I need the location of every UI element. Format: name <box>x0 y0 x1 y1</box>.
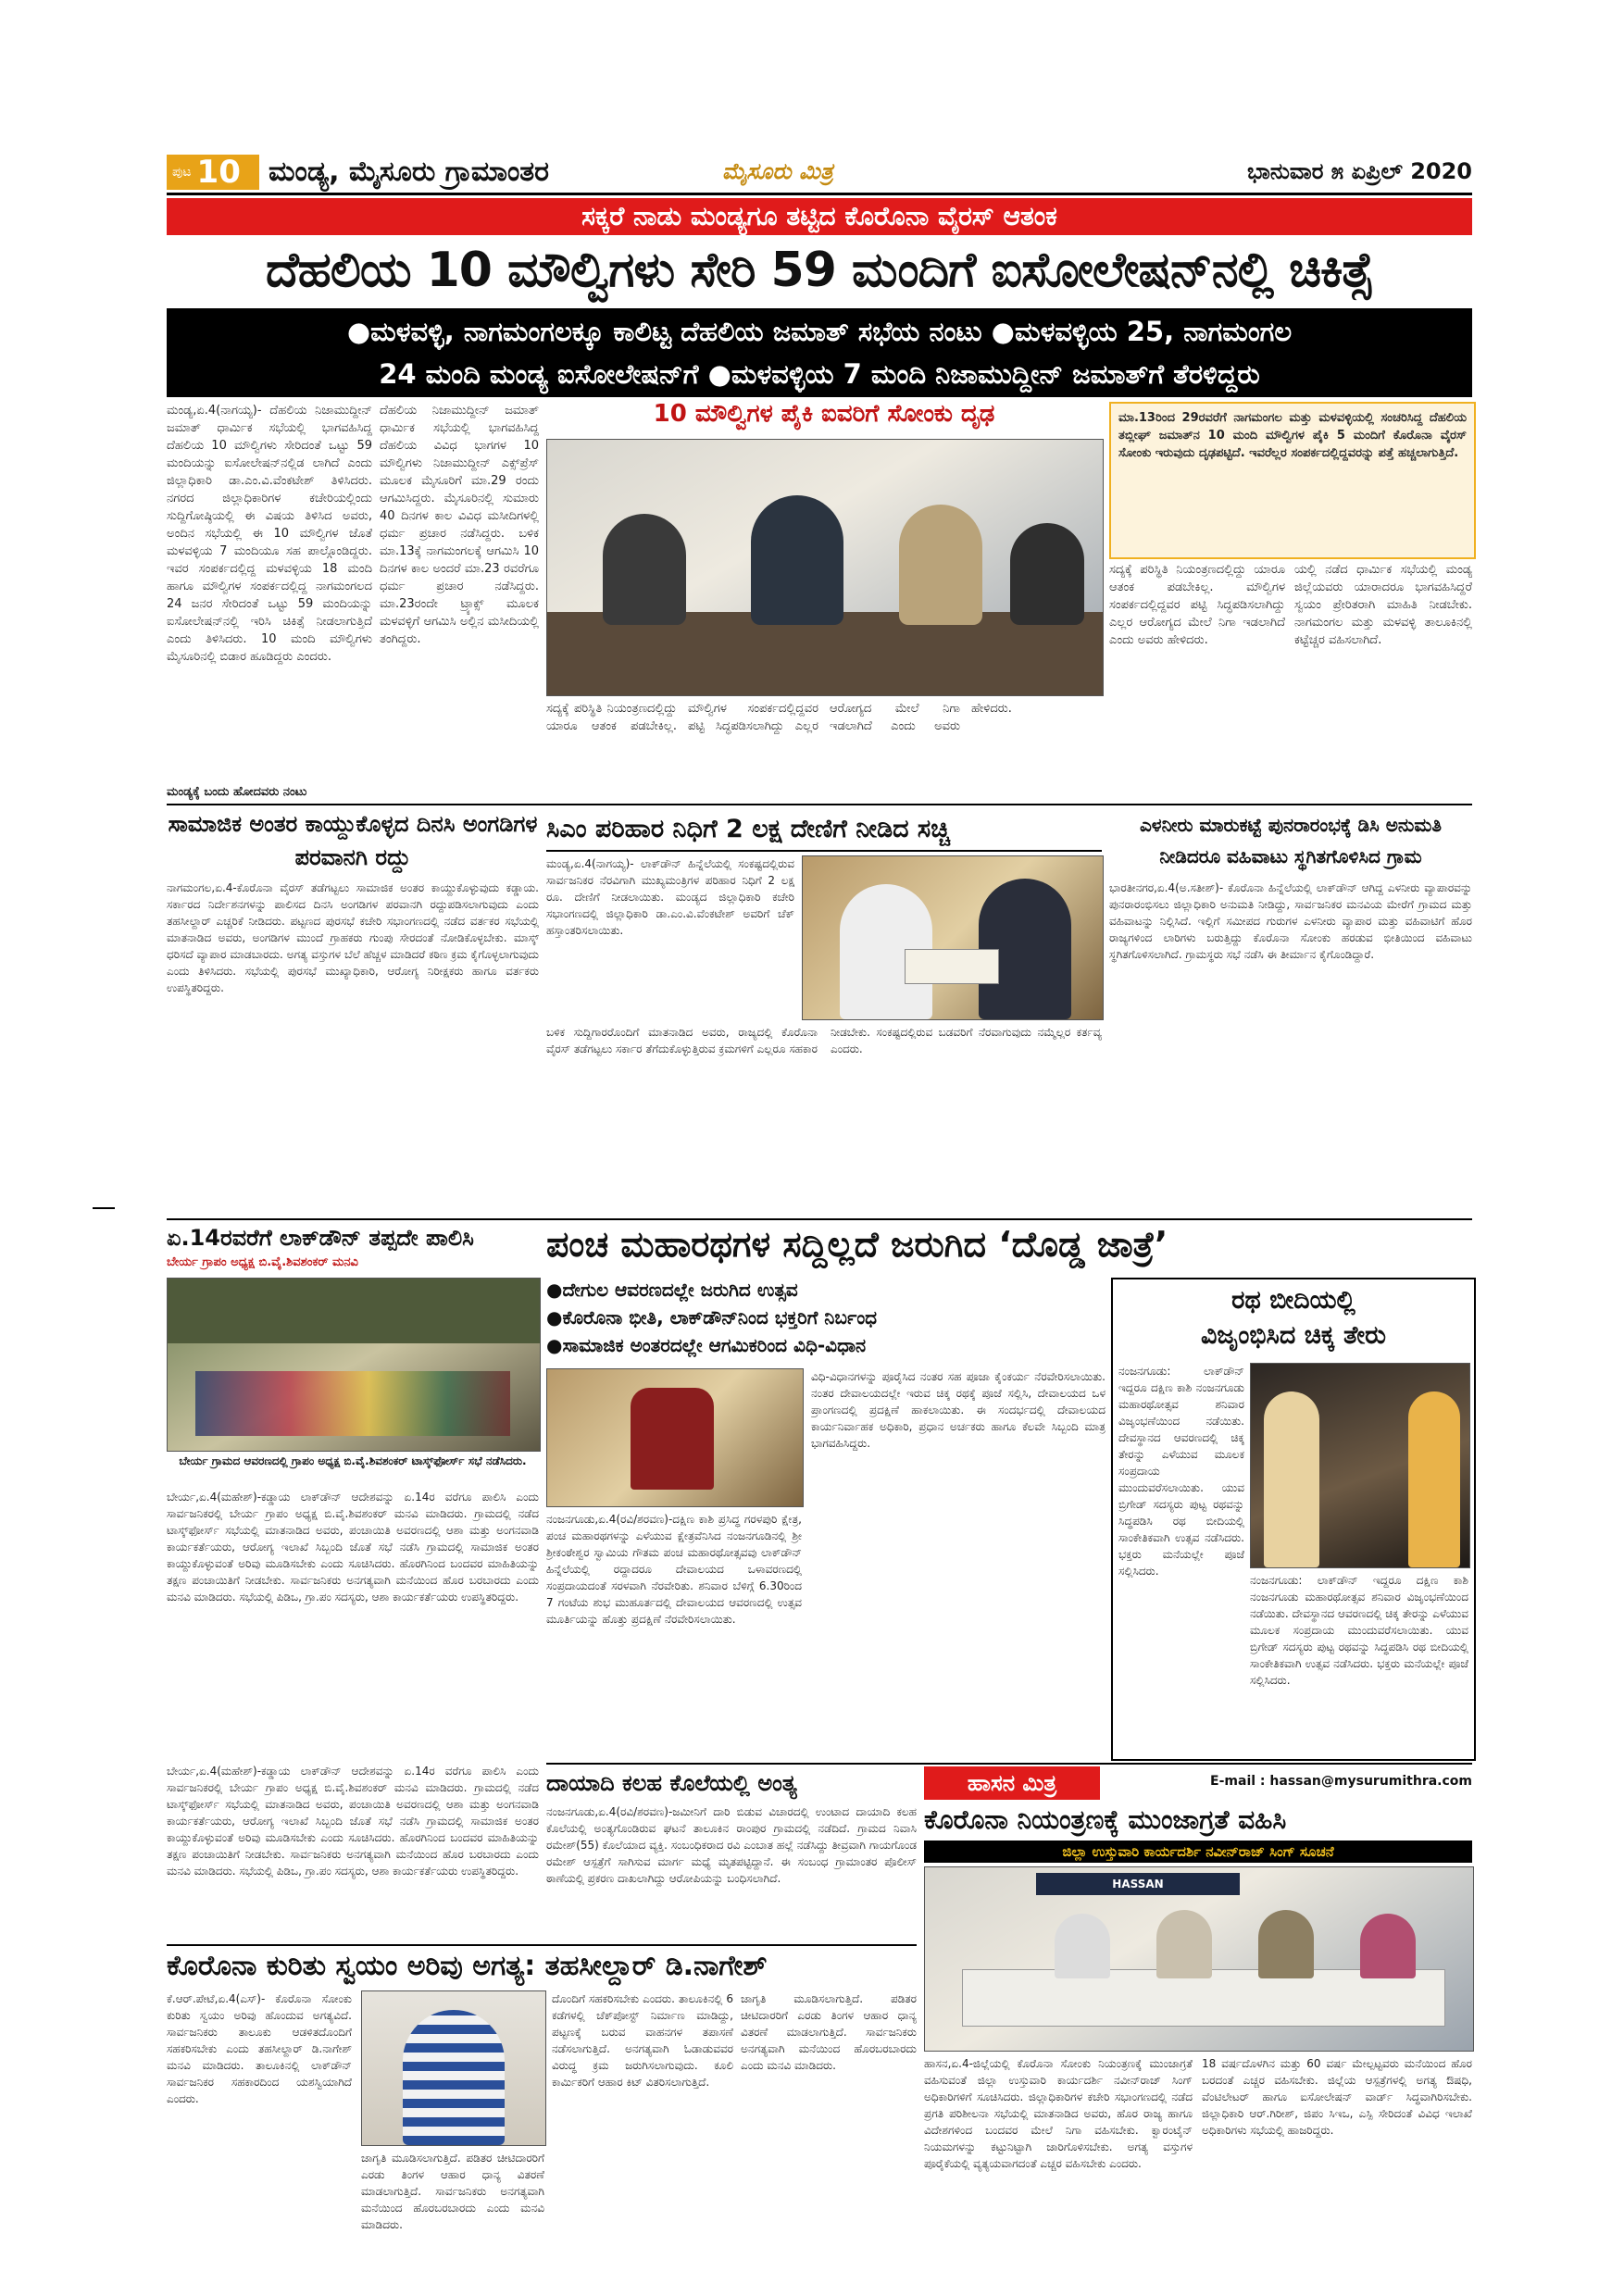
story3-body <box>546 855 794 994</box>
lead-col6-text: ಯಲ್ಲಿ ನಡೆದ ಧಾರ್ಮಿಕ ಸಭೆಯಲ್ಲಿ ಮಂಡ್ಯ ಜಿಲ್ಲೆಯವರು ಯಾರಾದರೂ ಭಾಗವಹಿಸಿದ್ದರೆ ಸ್ವಯಂ ಪ್ರೇರಿತರಾಗಿ ಮಾಹಿತಿ ನೀಡಬೇಕು. ನಾಗಮಂಗಲ ಮತ್ತು ಮಳವಳ್ಳಿ ತಾಲೂಕಿನಲ್ಲಿ ಕಟ್ಟೆಚ್ಚರ ವಹಿಸಲಾಗಿದೆ. <box>1294 563 1472 647</box>
story9-body2-text: ದೊಂದಿಗೆ ಸಹಕರಿಸಬೇಕು ಎಂದರು. ತಾಲೂಕಿನಲ್ಲಿ 6 ಕಡೆಗಳಲ್ಲಿ ಚೆಕ್‌ಪೋಸ್ಟ್ ನಿರ್ಮಾಣ ಮಾಡಿದ್ದು, ಪಟ್ಟಣಕ್ಕೆ ಬರುವ ವಾಹನಗಳ ತಪಾಸಣೆ ನಡೆಸಲಾಗುತ್ತಿದೆ. ಅನಗತ್ಯವಾಗಿ ಓಡಾಡುವವರ ವಿರುದ್ಧ ಕ್ರಮ ಜರುಗಿಸಲಾಗುವುದು. ಕೂಲಿ ಕಾರ್ಮಿಕರಿಗೆ ಆಹಾರ ಕಿಟ್ ವಿತರಿಸಲಾಗುತ್ತಿದೆ. <box>552 1992 733 2089</box>
story8-subhead: ಜಿಲ್ಲಾ ಉಸ್ತುವಾರಿ ಕಾರ್ಯದರ್ಶಿ ನವೀನ್‌ರಾಜ್ ಸಿಂಗ್ ಸೂಚನೆ <box>1062 1843 1334 1860</box>
story6-box-title: ರಥ ಬೀದಿಯಲ್ಲಿ <box>1231 1286 1355 1315</box>
story9-body-text: ಕೆ.ಆರ್.ಪೇಟೆ,ಏ.4(ಎಸ್)- ಕೊರೊನಾ ಸೋಂಕು ಕುರಿತು ಸ್ವಯಂ ಅರಿವು ಹೊಂದುವ ಅಗತ್ಯವಿದೆ. ಸಾರ್ವಜನಿಕರು ತಾಲೂಕು ಆಡಳಿತದೊಂದಿಗೆ ಸಹಕರಿಸಬೇಕು ಎಂದು ತಹಸೀಲ್ದಾರ್ ಡಿ.ನಾಗೇಶ್ ಮನವಿ ಮಾಡಿದರು. ತಾಲೂಕಿನಲ್ಲಿ ಲಾಕ್‌ಡೌನ್ ಸಾರ್ವಜನಿಕರ ಸಹಕಾರದಿಂದ ಯಶಸ್ವಿಯಾಗಿದೆ ಎಂದರು. <box>167 1992 352 2105</box>
page-number: 10 <box>196 154 241 191</box>
story6-body2-text: ವಿಧಿ-ವಿಧಾನಗಳನ್ನು ಪೂರೈಸಿದ ನಂತರ ಸಹ ಪೂಜಾ ಕೈಂಕರ್ಯ ನೆರವೇರಿಸಲಾಯಿತು. ನಂತರ ದೇವಾಲಯದಲ್ಲೇ ಇರುವ ಚಿಕ್ಕ ರಥಕ್ಕೆ ಪೂಜೆ ಸಲ್ಲಿಸಿ, ದೇವಾಲಯದ ಒಳ ಪ್ರಾಂಗಣದಲ್ಲಿ ಪ್ರದಕ್ಷಿಣೆ ಹಾಕಲಾಯಿತು. ಈ ಸಂದರ್ಭದಲ್ಲಿ ದೇವಾಲಯದ ಕಾರ್ಯನಿರ್ವಾಹಕ ಅಧಿಕಾರಿ, ಪ್ರಧಾನ ಅರ್ಚಕರು ಹಾಗೂ ಕೆಲವೇ ಸಿಬ್ಬಂದಿ ಮಾತ್ರ ಭಾಗವಹಿಸಿದ್ದರು. <box>811 1370 1106 1450</box>
story3-body-text: ಮಂಡ್ಯ,ಏ.4(ನಾಗಯ್ಯ)- ಲಾಕ್‌ಡೌನ್ ಹಿನ್ನೆಲೆಯಲ್ಲಿ ಸಂಕಷ್ಟದಲ್ಲಿರುವ ಸಾರ್ವಜನಿಕರ ನೆರವಿಗಾಗಿ ಮುಖ್ಯಮಂತ್ರಿಗಳ ಪರಿಹಾರ ನಿಧಿಗೆ 2 ಲಕ್ಷ ರೂ. ದೇಣಿಗೆ ನೀಡಲಾಯಿತು. ಮಂಡ್ಯದ ಜಿಲ್ಲಾಧಿಕಾರಿ ಕಚೇರಿ ಸಭಾಂಗಣದಲ್ಲಿ ಜಿಲ್ಲಾಧಿಕಾರಿ ಡಾ.ಎಂ.ವಿ.ವೆಂಕಟೇಶ್ ಅವರಿಗೆ ಚೆಕ್ ಹಸ್ತಾಂತರಿಸಲಾಯಿತು. <box>546 857 794 937</box>
section-title: ಮಂಡ್ಯ, ಮೈಸೂರು ಗ್ರಾಮಾಂತರ <box>269 156 550 188</box>
person-silhouette <box>751 495 843 625</box>
lead-column-1 <box>167 402 372 781</box>
person-silhouette <box>1258 1910 1314 1978</box>
story9-body2 <box>552 1990 733 2240</box>
page-tag: ಪುಟ <box>172 165 192 180</box>
person-silhouette <box>603 514 686 625</box>
margin-mark <box>93 1207 115 1209</box>
story6-box <box>1111 1278 1476 1761</box>
story3-photo <box>802 855 1104 1020</box>
story7-body-text: ನಂಜನಗೂಡು,ಏ.4(ರವಿ/ಶರವಣ)-ಜಮೀನಿಗೆ ದಾರಿ ಬಿಡುವ ವಿಚಾರದಲ್ಲಿ ಉಂಟಾದ ದಾಯಾದಿ ಕಲಹ ಕೊಲೆಯಲ್ಲಿ ಅಂತ್ಯಗೊಂಡಿರುವ ಘಟನೆ ತಾಲೂಕಿನ ರಾಂಪುರ ಗ್ರಾಮದಲ್ಲಿ ನಡೆದಿದೆ. ಗ್ರಾಮದ ನಿವಾಸಿ ರಮೇಶ್(55) ಕೊಲೆಯಾದ ವ್ಯಕ್ತಿ. ಸಂಬಂಧಿಕರಾದ ರವಿ ಎಂಬಾತ ಹಲ್ಲೆ ನಡೆಸಿದ್ದು ತೀವ್ರವಾಗಿ ಗಾಯಗೊಂಡ ರಮೇಶ್ ಆಸ್ಪತ್ರೆಗೆ ಸಾಗಿಸುವ ಮಾರ್ಗ ಮಧ್ಯೆ ಮೃತಪಟ್ಟಿದ್ದಾನೆ. ಈ ಸಂಬಂಧ ಗ್ರಾಮಾಂತರ ಪೊಲೀಸ್ ಠಾಣೆಯಲ್ಲಿ ಪ್ರಕರಣ ದಾಖಲಾಗಿದ್ದು ಆರೋಪಿಯನ್ನು ಬಂಧಿಸಲಾಗಿದೆ. <box>546 1805 917 1885</box>
story5-body-text: ಬೇರ್ಯ,ಏ.4(ಮಹೇಶ್)-ಕಡ್ಡಾಯ ಲಾಕ್‌ಡೌನ್ ಆದೇಶವನ್ನು ಏ.14ರ ವರೆಗೂ ಪಾಲಿಸಿ ಎಂದು ಸಾರ್ವಜನಿಕರಲ್ಲಿ ಬೇರ್ಯ ಗ್ರಾಪಂ ಅಧ್ಯಕ್ಷ ಬಿ.ವೈ.ಶಿವಶಂಕರ್ ಮನವಿ ಮಾಡಿದರು. ಗ್ರಾಮದಲ್ಲಿ ನಡೆದ ಟಾಸ್ಕ್‌ಫೋರ್ಸ್ ಸಭೆಯಲ್ಲಿ ಮಾತನಾಡಿದ ಅವರು, ಪಂಚಾಯಿತಿ ಅವರಣದಲ್ಲಿ ಆಶಾ ಮತ್ತು ಅಂಗನವಾಡಿ ಕಾರ್ಯಕರ್ತೆಯರು, ಆರೋಗ್ಯ ಇಲಾಖೆ ಸಿಬ್ಬಂದಿ ಜೊತೆ ಸಭೆ ನಡೆಸಿ ಗ್ರಾಮದಲ್ಲಿ ಸಾಮಾಜಿಕ ಅಂತರ ಕಾಯ್ದುಕೊಳ್ಳುವಂತೆ ಅರಿವು ಮೂಡಿಸಬೇಕು ಎಂದು ಸೂಚಿಸಿದರು. ಹೊರಗಿನಿಂದ ಬಂದವರ ಮಾಹಿತಿಯನ್ನು ತಕ್ಷಣ ಪಂಚಾಯಿತಿಗೆ ನೀಡಬೇಕು. ಸಾರ್ವಜನಿಕರು ಅನಗತ್ಯವಾಗಿ ಮನೆಯಿಂದ ಹೊರ ಬರಬಾರದು ಎಂದು ಮನವಿ ಮಾಡಿದರು. ಸಭೆಯಲ್ಲಿ ಪಿಡಿಒ, ಗ್ರಾ.ಪಂ ಸದಸ್ಯರು, ಆಶಾ ಕಾರ್ಯಕರ್ತೆಯರು ಉಪಸ್ಥಿತರಿದ್ದರು. <box>167 1765 539 1878</box>
story9-body3 <box>741 1990 917 2240</box>
lead-bullets-line1: ●ಮಳವಳ್ಳಿ, ನಾಗಮಂಗಲಕ್ಕೂ ಕಾಲಿಟ್ಟ ದೆಹಲಿಯ ಜಮಾತ್ ಸಭೆಯ ನಂಟು ●ಮಳವಳ್ಳಿಯ 25, ನಾಗಮಂಗಲ <box>346 316 1293 347</box>
story8-body-text: ಹಾಸನ,ಏ.4-ಜಿಲ್ಲೆಯಲ್ಲಿ ಕೊರೊನಾ ಸೋಂಕು ನಿಯಂತ್ರಣಕ್ಕೆ ಮುಂಜಾಗ್ರತೆ ವಹಿಸುವಂತೆ ಜಿಲ್ಲಾ ಉಸ್ತುವಾರಿ ಕಾರ್ಯದರ್ಶಿ ನವೀನ್‌ರಾಜ್ ಸಿಂಗ್ ಅಧಿಕಾರಿಗಳಿಗೆ ಸೂಚಿಸಿದರು. ಜಿಲ್ಲಾಧಿಕಾರಿಗಳ ಕಚೇರಿ ಸಭಾಂಗಣದಲ್ಲಿ ನಡೆದ ಪ್ರಗತಿ ಪರಿಶೀಲನಾ ಸಭೆಯಲ್ಲಿ ಮಾತನಾಡಿದ ಅವರು, ಹೊರ ರಾಜ್ಯ ಹಾಗೂ ವಿದೇಶಗಳಿಂದ ಬಂದವರ ಮೇಲೆ ನಿಗಾ ವಹಿಸಬೇಕು. ಕ್ವಾರಂಟೈನ್ ನಿಯಮಗಳನ್ನು ಕಟ್ಟುನಿಟ್ಟಾಗಿ ಜಾರಿಗೊಳಿಸಬೇಕು. ಅಗತ್ಯ ವಸ್ತುಗಳ ಪೂರೈಕೆಯಲ್ಲಿ ವ್ಯತ್ಯಯವಾಗದಂತೆ ಎಚ್ಚರ ವಹಿಸಬೇಕು ಎಂದರು. <box>924 2057 1193 2170</box>
story5-body <box>167 1489 539 1757</box>
story6-box-photo <box>1250 1363 1470 1568</box>
lead-right-box-text: ಮಾ.13ರಿಂದ 29ರವರೆಗೆ ನಾಗಮಂಗಲ ಮತ್ತು ಮಳವಳ್ಳಿಯಲ್ಲಿ ಸಂಚರಿಸಿದ್ದ ದೆಹಲಿಯ ತಬ್ಲೀಘ್ ಜಮಾತ್‌ನ 10 ಮಂದಿ ಮೌಲ್ವಿಗಳ ಪೈಕಿ 5 ಮಂದಿಗೆ ಕೊರೊನಾ ವೈರಸ್ ಸೋಂಕು ಇರುವುದು ದೃಢಪಟ್ಟಿದೆ. ಇವರೆಲ್ಲರ ಸಂಪರ್ಕದಲ್ಲಿದ್ದವರನ್ನು ಪತ್ತೆ ಹಚ್ಚಲಾಗುತ್ತಿದೆ. <box>1118 411 1467 460</box>
story6-bullet: ●ಕೊರೊನಾ ಭೀತಿ, ಲಾಕ್‌ಡೌನ್‌ನಿಂದ ಭಕ್ತರಿಗೆ ನಿರ್ಬಂಧ <box>546 1306 878 1329</box>
lead-headline: ದೆಹಲಿಯ 10 ಮೌಲ್ವಿಗಳು ಸೇರಿ 59 ಮಂದಿಗೆ ಐಸೋಲೇಷನ್‌ನಲ್ಲಿ ಚಿಕಿತ್ಸೆ <box>265 243 1374 298</box>
story3-body2 <box>546 1024 1102 1215</box>
story6-body <box>546 1511 802 1757</box>
story8-headline: ಕೊರೊನಾ ನಿಯಂತ್ರಣಕ್ಕೆ ಮುಂಜಾಗ್ರತೆ ವಹಿಸಿ <box>924 1804 1287 1835</box>
person-silhouette <box>899 505 982 625</box>
lead-photo-under-text <box>546 700 1102 800</box>
lead-column-5 <box>1109 561 1285 800</box>
person-silhouette <box>1360 1914 1416 1978</box>
story6-body-text: ನಂಜನಗೂಡು,ಏ.4(ರವಿ/ಶರವಣ)-ದಕ್ಷಿಣ ಕಾಶಿ ಪ್ರಸಿದ್ಧ ಗರಳಪುರಿ ಕ್ಷೇತ್ರ, ಪಂಚ ಮಹಾರಥಗಳನ್ನು ಎಳೆಯುವ ಕ್ಷೇತ್ರವೆನಿಸಿದ ನಂಜನಗೂಡಿನಲ್ಲಿ ಶ್ರೀ ಶ್ರೀಕಂಠೇಶ್ವರ ಸ್ವಾಮಿಯ ಗೌತಮ ಪಂಚ ಮಹಾರಥೋತ್ಸವವು ಲಾಕ್‌ಡೌನ್ ಹಿನ್ನೆಲೆಯಲ್ಲಿ ರದ್ದಾದರೂ ದೇವಾಲಯದ ಒಳಾವರಣದಲ್ಲಿ ಸಂಪ್ರದಾಯದಂತೆ ಸರಳವಾಗಿ ನೆರವೇರಿತು. ಶನಿವಾರ ಬೆಳಿಗ್ಗೆ 6.30ರಿಂದ 7 ಗಂಟೆಯ ಶುಭ ಮುಹೂರ್ತದಲ್ಲಿ ದೇವಾಲಯದ ಆವರಣದಲ್ಲಿ ಉತ್ಸವ ಮೂರ್ತಿಯನ್ನು ಹೊತ್ತು ಪ್ರದಕ್ಷಿಣೆ ನೆರವೇರಿಸಲಾಯಿತು. <box>546 1513 802 1626</box>
lead-under-text: ಸದ್ಯಕ್ಕೆ ಪರಿಸ್ಥಿತಿ ನಿಯಂತ್ರಣದಲ್ಲಿದ್ದು ಯಾರೂ ಆತಂಕ ಪಡಬೇಕಿಲ್ಲ. ಮೌಲ್ವಿಗಳ ಸಂಪರ್ಕದಲ್ಲಿದ್ದವರ ಪಟ್ಟಿ ಸಿದ್ಧಪಡಿಸಲಾಗಿದ್ದು ಎಲ್ಲರ ಆರೋಗ್ಯದ ಮೇಲೆ ನಿಗಾ ಇಡಲಾಗಿದೆ ಎಂದು ಅವರು ಹೇಳಿದರು. <box>546 702 1012 733</box>
story9-headline: ಕೊರೊನಾ ಕುರಿತು ಸ್ವಯಂ ಅರಿವು ಅಗತ್ಯ: ತಹಸೀಲ್ದಾರ್ ಡಿ.ನಾಗೇಶ್ <box>167 1944 917 1987</box>
page-number-badge <box>167 155 259 190</box>
lead-column-6 <box>1294 561 1472 800</box>
story8-body2-text: 18 ವರ್ಷದೊಳಗಿನ ಮತ್ತು 60 ವರ್ಷ ಮೇಲ್ಪಟ್ಟವರು ಮನೆಯಿಂದ ಹೊರ ಬರದಂತೆ ಎಚ್ಚರ ವಹಿಸಬೇಕು. ಜಿಲ್ಲೆಯ ಆಸ್ಪತ್ರೆಗಳಲ್ಲಿ ಅಗತ್ಯ ಔಷಧಿ, ವೆಂಟಿಲೇಟರ್ ಹಾಗೂ ಐಸೋಲೇಷನ್ ವಾರ್ಡ್ ಸಿದ್ಧವಾಗಿರಿಸಬೇಕು. ಜಿಲ್ಲಾಧಿಕಾರಿ ಆರ್.ಗಿರೀಶ್, ಜಿಪಂ ಸಿಇಒ, ಎಸ್ಪಿ ಸೇರಿದಂತೆ ವಿವಿಧ ಇಲಾಖೆ ಅಧಿಕಾರಿಗಳು ಸಭೆಯಲ್ಲಿ ಹಾಜರಿದ್ದರು. <box>1202 2057 1472 2137</box>
story6-headline: ಪಂಚ ಮಹಾರಥಗಳ ಸದ್ದಿಲ್ಲದೆ ಜರುಗಿದ ‘ದೊಡ್ಡ ಜಾತ್ರೆ’ <box>546 1224 1168 1265</box>
person-silhouette <box>1010 523 1084 625</box>
story9-body3-text: ಜಾಗೃತಿ ಮೂಡಿಸಲಾಗುತ್ತಿದೆ. ಪಡಿತರ ಚೀಟಿದಾರರಿಗೆ ಎರಡು ತಿಂಗಳ ಆಹಾರ ಧಾನ್ಯ ವಿತರಣೆ ಮಾಡಲಾಗುತ್ತಿದೆ. ಸಾರ್ವಜನಿಕರು ಅನಗತ್ಯವಾಗಿ ಮನೆಯಿಂದ ಹೊರಬರಬಾರದು ಎಂದು ಮನವಿ ಮಾಡಿದರು. <box>741 1992 917 2072</box>
paper-name: ಮೈಸೂರು ಮಿತ್ರ <box>722 158 833 184</box>
story8-body <box>924 2055 1193 2240</box>
story8-subhead-bar <box>924 1841 1472 1863</box>
story5-caption: ಬೇರ್ಯ ಗ್ರಾಮದ ಆವರಣದಲ್ಲಿ ಗ್ರಾಪಂ ಅಧ್ಯಕ್ಷ ಬಿ.ವೈ.ಶಿವಶಂಕರ್ ಟಾಸ್ಕ್‌ಫೋರ್ಸ್ ಸಭೆ ನಡೆಸಿದರು. <box>179 1454 527 1467</box>
person-silhouette <box>1408 1391 1460 1567</box>
story6-box-body-lower <box>1250 1572 1468 1752</box>
hassan-section-bar <box>924 1766 1472 1800</box>
tahsildar-portrait <box>403 2010 505 2145</box>
story7-headline: ದಾಯಾದಿ ಕಲಹ ಕೊಲೆಯಲ್ಲಿ ಅಂತ್ಯ <box>546 1770 797 1796</box>
person-silhouette <box>1156 1910 1212 1978</box>
lead-col5-text: ಸದ್ಯಕ್ಕೆ ಪರಿಸ್ಥಿತಿ ನಿಯಂತ್ರಣದಲ್ಲಿದ್ದು ಯಾರೂ ಆತಂಕ ಪಡಬೇಕಿಲ್ಲ. ಮೌಲ್ವಿಗಳ ಸಂಪರ್ಕದಲ್ಲಿದ್ದವರ ಪಟ್ಟಿ ಸಿದ್ಧಪಡಿಸಲಾಗಿದ್ದು ಎಲ್ಲರ ಆರೋಗ್ಯದ ಮೇಲೆ ನಿಗಾ ಇಡಲಾಗಿದೆ ಎಂದು ಅವರು ಹೇಳಿದರು. <box>1109 563 1285 647</box>
story6-box-body <box>1118 1363 1244 1752</box>
story5-body-cont <box>167 1763 539 1939</box>
story6-bullets <box>546 1276 1106 1359</box>
story8-body2 <box>1202 2055 1472 2240</box>
story9-photo <box>361 1990 546 2146</box>
story3-body2-text: ಬಳಿಕ ಸುದ್ದಿಗಾರರೊಂದಿಗೆ ಮಾತನಾಡಿದ ಅವರು, ರಾಜ್ಯದಲ್ಲಿ ಕೊರೊನಾ ವೈರಸ್ ತಡೆಗಟ್ಟಲು ಸರ್ಕಾರ ತೆಗೆದುಕೊಳ್ಳುತ್ತಿರುವ ಕ್ರಮಗಳಿಗೆ ಎಲ್ಲರೂ ಸಹಕಾರ ನೀಡಬೇಕು. ಸಂಕಷ್ಟದಲ್ಲಿರುವ ಬಡವರಿಗೆ ನೆರವಾಗುವುದು ನಮ್ಮೆಲ್ಲರ ಕರ್ತವ್ಯ ಎಂದರು. <box>546 1026 1102 1055</box>
people-seated <box>195 1371 510 1436</box>
lead-col1-text: ಮಂಡ್ಯ,ಏ.4(ನಾಗಯ್ಯ)- ದೆಹಲಿಯ ನಿಜಾಮುದ್ದೀನ್ ಜಮಾತ್ ಧಾರ್ಮಿಕ ಸಭೆಯಲ್ಲಿ ಭಾಗವಹಿಸಿದ್ದ ದೆಹಲಿಯ 10 ಮೌಲ್ವಿಗಳು ಸೇರಿದಂತೆ ಒಟ್ಟು 59 ಮಂದಿಯನ್ನು ಐಸೋಲೇಷನ್‌ನಲ್ಲಿಡ ಲಾಗಿದೆ ಎಂದು ಜಿಲ್ಲಾಧಿಕಾರಿ ಡಾ.ಎಂ.ವಿ.ವೆಂಕಟೇಶ್ ತಿಳಿಸಿದರು. ನಗರದ ಜಿಲ್ಲಾಧಿಕಾರಿಗಳ ಕಚೇರಿಯಲ್ಲಿಂದು ಸುದ್ದಿಗೋಷ್ಠಿಯಲ್ಲಿ ಈ ವಿಷಯ ತಿಳಿಸಿದ ಅವರು, ಅಂದಿನ ಸಭೆಯಲ್ಲಿ ಈ 10 ಮೌಲ್ವಿಗಳ ಜೊತೆ ಮಳವಳ್ಳಿಯ 7 ಮಂದಿಯೂ ಸಹ ಪಾಲ್ಗೊಂಡಿದ್ದರು. ಇವರ ಸಂಪರ್ಕದಲ್ಲಿದ್ದ ಮಳವಳ್ಳಿಯ 18 ಮಂದಿ ಹಾಗೂ ಮೌಲ್ವಿಗಳ ಸಂಪರ್ಕದಲ್ಲಿದ್ದ ನಾಗಮಂಗಲದ 24 ಜನರ ಸೇರಿದಂತೆ ಒಟ್ಟು 59 ಮಂದಿಯನ್ನು ಐಸೋಲೇಷನ್‌ನಲ್ಲಿ ಇರಿಸಿ ಚಿಕಿತ್ಸೆ ನೀಡಲಾಗುತ್ತಿದೆ ಎಂದು ತಿಳಿಸಿದರು. 10 ಮಂದಿ ಮೌಲ್ವಿಗಳು ಮೈಸೂರಿನಲ್ಲಿ ಬಿಡಾರ ಹೂಡಿದ್ದರು ಎಂದರು. <box>167 404 372 664</box>
masthead-rule <box>167 193 1472 195</box>
story6-bullet: ●ದೇಗುಲ ಆವರಣದಲ್ಲೇ ಜರುಗಿದ ಉತ್ಸವ <box>546 1279 798 1301</box>
chariot <box>631 1388 714 1490</box>
story3-headline: ಸಿಎಂ ಪರಿಹಾರ ನಿಧಿಗೆ 2 ಲಕ್ಷ ದೇಣಿಗೆ ನೀಡಿದ ಸಚ್ಚಿ <box>546 809 1102 852</box>
story2-headline: ಸಾಮಾಜಿಕ ಅಂತರ ಕಾಯ್ದುಕೊಳ್ಳದ ದಿನಸಿ ಅಂಗಡಿಗಳ ಪರವಾನಗಿ ರದ್ದು <box>168 811 538 870</box>
divider <box>546 1763 1472 1765</box>
name-board <box>1036 1873 1240 1895</box>
lead-column-2 <box>380 402 539 800</box>
lead-photo-caption: 10 ಮೌಲ್ವಿಗಳ ಪೈಕಿ ಐವರಿಗೆ ಸೋಂಕು ದೃಢ <box>653 400 995 428</box>
story5-subhead: ಬೇರ್ಯ ಗ್ರಾಪಂ ಅಧ್ಯಕ್ಷ ಬಿ.ವೈ.ಶಿವಶಂಕರ್ ಮನವಿ <box>167 1255 358 1269</box>
tree-shade <box>168 1279 540 1343</box>
story8-photo <box>924 1866 1474 2052</box>
story2-body-text: ನಾಗಮಂಗಲ,ಏ.4-ಕೊರೊನಾ ವೈರಸ್ ತಡೆಗಟ್ಟಲು ಸಾಮಾಜಿಕ ಅಂತರ ಕಾಯ್ದುಕೊಳ್ಳುವುದು ಕಡ್ಡಾಯ. ಸರ್ಕಾರದ ನಿರ್ದೇಶನಗಳನ್ನು ಪಾಲಿಸದ ದಿನಸಿ ಅಂಗಡಿಗಳ ಪರವಾನಗಿ ರದ್ದುಪಡಿಸಲಾಗುವುದು ಎಂದು ತಹಸೀಲ್ದಾರ್ ಎಚ್ಚರಿಕೆ ನೀಡಿದರು. ಪಟ್ಟಣದ ಪುರಸಭೆ ಕಚೇರಿ ಸಭಾಂಗಣದಲ್ಲಿ ನಡೆದ ವರ್ತಕರ ಸಭೆಯಲ್ಲಿ ಮಾತನಾಡಿದ ಅವರು, ಅಂಗಡಿಗಳ ಮುಂದೆ ಗ್ರಾಹಕರು ಗುಂಪು ಸೇರದಂತೆ ನೋಡಿಕೊಳ್ಳಬೇಕು. ಮಾಸ್ಕ್ ಧರಿಸದೆ ವ್ಯಾಪಾರ ಮಾಡಬಾರದು. ಅಗತ್ಯ ವಸ್ತುಗಳ ಬೆಲೆ ಹೆಚ್ಚಳ ಮಾಡಿದರೆ ಕಠಿಣ ಕ್ರಮ ಕೈಗೊಳ್ಳಲಾಗುವುದು ಎಂದು ತಿಳಿಸಿದರು. ಸಭೆಯಲ್ಲಿ ಪುರಸಭೆ ಮುಖ್ಯಾಧಿಕಾರಿ, ಆರೋಗ್ಯ ನಿರೀಕ್ಷಕರು ಹಾಗೂ ವರ್ತಕರು ಉಪಸ್ಥಿತರಿದ್ದರು. <box>167 881 539 994</box>
hassan-email: E-mail : hassan@mysurumithra.com <box>1210 1774 1472 1789</box>
story2-body <box>167 880 539 1215</box>
person-silhouette <box>1055 1914 1110 1978</box>
divider <box>167 804 1472 805</box>
story6-bullet: ●ಸಾಮಾಜಿಕ ಅಂತರದಲ್ಲೇ ಆಗಮಿಕರಿಂದ ವಿಧಿ-ವಿಧಾನ <box>546 1334 867 1356</box>
story4-body <box>1109 880 1472 1215</box>
hassan-photo-sign: HASSAN <box>1112 1878 1164 1890</box>
story5-photo <box>167 1278 541 1452</box>
story9-body <box>167 1990 352 2240</box>
lead-bullets-line2: 24 ಮಂದಿ ಮಂಡ್ಯ ಐಸೋಲೇಷನ್‌ಗೆ ●ಮಳವಳ್ಳಿಯ 7 ಮಂದಿ ನಿಜಾಮುದ್ದೀನ್ ಜಮಾತ್‌ಗೆ ತೆರಳಿದ್ದರು <box>379 358 1260 390</box>
lead-kicker: ಸಕ್ಕರೆ ನಾಡು ಮಂಡ್ಯಗೂ ತಟ್ಟಿದ ಕೊರೊನಾ ವೈರಸ್ ಆತಂಕ <box>581 201 1057 231</box>
story6-box-body-text: ನಂಜನಗೂಡು: ಲಾಕ್‌ಡೌನ್ ಇದ್ದರೂ ದಕ್ಷಿಣ ಕಾಶಿ ನಂಜನಗೂಡು ಮಹಾರಥೋತ್ಸವ ಶನಿವಾರ ವಿಜೃಂಭಣೆಯಿಂದ ನಡೆಯಿತು. ದೇವಸ್ಥಾನದ ಆವರಣದಲ್ಲಿ ಚಿಕ್ಕ ತೇರನ್ನು ಎಳೆಯುವ ಮೂಲಕ ಸಂಪ್ರದಾಯ ಮುಂದುವರೆಸಲಾಯಿತು. ಯುವ ಬ್ರಿಗೇಡ್ ಸದಸ್ಯರು ಪುಟ್ಟ ರಥವನ್ನು ಸಿದ್ಧಪಡಿಸಿ ರಥ ಬೀದಿಯಲ್ಲಿ ಸಾಂಕೇತಿಕವಾಗಿ ಉತ್ಸವ ನಡೆಸಿದರು. ಭಕ್ತರು ಮನೆಯಲ್ಲೇ ಪೂಜೆ ಸಲ್ಲಿಸಿದರು. <box>1250 1574 1468 1687</box>
cheque <box>905 949 999 984</box>
story7-body <box>546 1803 917 1940</box>
lead-col2-text: ದೆಹಲಿಯ ನಿಜಾಮುದ್ದೀನ್ ಜಮಾತ್ ಧಾರ್ಮಿಕ ಸಭೆಯಲ್ಲಿ ಭಾಗವಹಿಸಿದ್ದ ದೆಹಲಿಯ ವಿವಿಧ ಭಾಗಗಳ 10 ಮೌಲ್ವಿಗಳು ನಿಜಾಮುದ್ದೀನ್ ಎಕ್ಸ್‌ಪ್ರೆಸ್ ಮೂಲಕ ಮೈಸೂರಿಗೆ ಮಾ.29 ರಂದು ಆಗಮಿಸಿದ್ದರು. ಮೈಸೂರಿನಲ್ಲಿ ಸುಮಾರು 40 ದಿನಗಳ ಕಾಲ ವಿವಿಧ ಮಸೀದಿಗಳಲ್ಲಿ ಧರ್ಮ ಪ್ರಚಾರ ನಡೆಸಿದ್ದರು. ಬಳಿಕ ಮಾ.13ಕ್ಕೆ ನಾಗಮಂಗಲಕ್ಕೆ ಆಗಮಿಸಿ 10 ದಿನಗಳ ಕಾಲ ಅಂದರೆ ಮಾ.23 ರವರೆಗೂ ಧರ್ಮ ಪ್ರಚಾರ ನಡೆಸಿದ್ದರು. ಮಾ.23ರಂದೇ ಟ್ರ್ಯಾಕ್ಸ್ ಮೂಲಕ ಮಳವಳ್ಳಿಗೆ ಆಗಮಿಸಿ ಅಲ್ಲಿನ ಮಸೀದಿಯಲ್ಲಿ ತಂಗಿದ್ದರು. <box>380 404 539 646</box>
lead-col1-foot: ಮಂಡ್ಯಕ್ಕೆ ಬಂದು ಹೋದವರು ನಂಟು <box>167 785 307 799</box>
lead-right-box <box>1109 402 1476 559</box>
lead-photo <box>546 439 1104 696</box>
story6-photo <box>546 1368 804 1507</box>
story5-body-text: ಬೇರ್ಯ,ಏ.4(ಮಹೇಶ್)-ಕಡ್ಡಾಯ ಲಾಕ್‌ಡೌನ್ ಆದೇಶವನ್ನು ಏ.14ರ ವರೆಗೂ ಪಾಲಿಸಿ ಎಂದು ಸಾರ್ವಜನಿಕರಲ್ಲಿ ಬೇರ್ಯ ಗ್ರಾಪಂ ಅಧ್ಯಕ್ಷ ಬಿ.ವೈ.ಶಿವಶಂಕರ್ ಮನವಿ ಮಾಡಿದರು. ಗ್ರಾಮದಲ್ಲಿ ನಡೆದ ಟಾಸ್ಕ್‌ಫೋರ್ಸ್ ಸಭೆಯಲ್ಲಿ ಮಾತನಾಡಿದ ಅವರು, ಪಂಚಾಯಿತಿ ಅವರಣದಲ್ಲಿ ಆಶಾ ಮತ್ತು ಅಂಗನವಾಡಿ ಕಾರ್ಯಕರ್ತೆಯರು, ಆರೋಗ್ಯ ಇಲಾಖೆ ಸಿಬ್ಬಂದಿ ಜೊತೆ ಸಭೆ ನಡೆಸಿ ಗ್ರಾಮದಲ್ಲಿ ಸಾಮಾಜಿಕ ಅಂತರ ಕಾಯ್ದುಕೊಳ್ಳುವಂತೆ ಅರಿವು ಮೂಡಿಸಬೇಕು ಎಂದು ಸೂಚಿಸಿದರು. ಹೊರಗಿನಿಂದ ಬಂದವರ ಮಾಹಿತಿಯನ್ನು ತಕ್ಷಣ ಪಂಚಾಯಿತಿಗೆ ನೀಡಬೇಕು. ಸಾರ್ವಜನಿಕರು ಅನಗತ್ಯವಾಗಿ ಮನೆಯಿಂದ ಹೊರ ಬರಬಾರದು ಎಂದು ಮನವಿ ಮಾಡಿದರು. ಸಭೆಯಲ್ಲಿ ಪಿಡಿಒ, ಗ್ರಾ.ಪಂ ಸದಸ್ಯರು, ಆಶಾ ಕಾರ್ಯಕರ್ತೆಯರು ಉಪಸ್ಥಿತರಿದ್ದರು. <box>167 1491 539 1603</box>
story9-body3-text: ಜಾಗೃತಿ ಮೂಡಿಸಲಾಗುತ್ತಿದೆ. ಪಡಿತರ ಚೀಟಿದಾರರಿಗೆ ಎರಡು ತಿಂಗಳ ಆಹಾರ ಧಾನ್ಯ ವಿತರಣೆ ಮಾಡಲಾಗುತ್ತಿದೆ. ಸಾರ್ವಜನಿಕರು ಅನಗತ್ಯವಾಗಿ ಮನೆಯಿಂದ ಹೊರಬರಬಾರದು ಎಂದು ಮನವಿ ಮಾಡಿದರು. <box>361 2152 544 2231</box>
lead-bullets-box <box>167 308 1472 397</box>
story4-headline: ಎಳನೀರು ಮಾರುಕಟ್ಟೆ ಪುನರಾರಂಭಕ್ಕೆ ಡಿಸಿ ಅನುಮತಿ ನೀಡಿದರೂ ವಹಿವಾಟು ಸ್ಥಗಿತಗೊಳಿಸಿದ ಗ್ರಾಮ <box>1139 814 1443 867</box>
lead-kicker-bar <box>167 198 1472 235</box>
story5-headline: ಏ.14ರವರೆಗೆ ಲಾಕ್‌ಡೌನ್ ತಪ್ಪದೇ ಪಾಲಿಸಿ <box>167 1225 474 1251</box>
story6-body2 <box>811 1368 1106 1757</box>
person-silhouette <box>1264 1391 1319 1567</box>
masthead <box>167 153 1472 192</box>
story6-box-title: ವಿಜೃಂಭಿಸಿದ ಚಿಕ್ಕ ತೇರು <box>1200 1321 1387 1350</box>
hassan-section-label: ಹಾಸನ ಮಿತ್ರ <box>924 1766 1100 1800</box>
story4-body-text: ಭಾರತೀನಗರ,ಏ.4(ಅ.ಸತೀಶ್)- ಕೊರೊನಾ ಹಿನ್ನೆಲೆಯಲ್ಲಿ ಲಾಕ್‌ಡೌನ್ ಆಗಿದ್ದ ಎಳನೀರು ವ್ಯಾಪಾರವನ್ನು ಪುನರಾರಂಭಿಸಲು ಜಿಲ್ಲಾಧಿಕಾರಿ ಅನುಮತಿ ನೀಡಿದ್ದು, ಸಾರ್ವಜನಿಕರ ಮನವಿಯ ಮೇರೆಗೆ ಗ್ರಾಮದ ಮತ್ತು ವಹಿವಾಟನ್ನು ನಿಲ್ಲಿಸಿದೆ. ಇಲ್ಲಿಗೆ ಸಮೀಪದ ಗುರುಗಳ ಎಳನೀರು ವ್ಯಾಪಾರ ಮತ್ತು ವಹಿವಾಟಿಗೆ ಹೊರ ರಾಜ್ಯಗಳಿಂದ ಲಾರಿಗಳು ಬರುತ್ತಿದ್ದು ಕೊರೊನಾ ಸೋಂಕು ಹರಡುವ ಭೀತಿಯಿಂದ ವಹಿವಾಟು ಸ್ಥಗಿತಗೊಳಿಸಲಾಗಿದೆ. ಗ್ರಾಮಸ್ಥರು ಸಭೆ ನಡೆಸಿ ಈ ತೀರ್ಮಾನ ಕೈಗೊಂಡಿದ್ದಾರೆ. <box>1109 881 1472 961</box>
story9-body-lower <box>361 2150 544 2240</box>
story6-box-body-text: ನಂಜನಗೂಡು: ಲಾಕ್‌ಡೌನ್ ಇದ್ದರೂ ದಕ್ಷಿಣ ಕಾಶಿ ನಂಜನಗೂಡು ಮಹಾರಥೋತ್ಸವ ಶನಿವಾರ ವಿಜೃಂಭಣೆಯಿಂದ ನಡೆಯಿತು. ದೇವಸ್ಥಾನದ ಆವರಣದಲ್ಲಿ ಚಿಕ್ಕ ತೇರನ್ನು ಎಳೆಯುವ ಮೂಲಕ ಸಂಪ್ರದಾಯ ಮುಂದುವರೆಸಲಾಯಿತು. ಯುವ ಬ್ರಿಗೇಡ್ ಸದಸ್ಯರು ಪುಟ್ಟ ರಥವನ್ನು ಸಿದ್ಧಪಡಿಸಿ ರಥ ಬೀದಿಯಲ್ಲಿ ಸಾಂಕೇತಿಕವಾಗಿ ಉತ್ಸವ ನಡೆಸಿದರು. ಭಕ್ತರು ಮನೆಯಲ್ಲೇ ಪೂಜೆ ಸಲ್ಲಿಸಿದರು. <box>1118 1365 1244 1578</box>
issue-date: ಭಾನುವಾರ ೫ ಏಪ್ರಿಲ್ 2020 <box>1247 158 1472 184</box>
